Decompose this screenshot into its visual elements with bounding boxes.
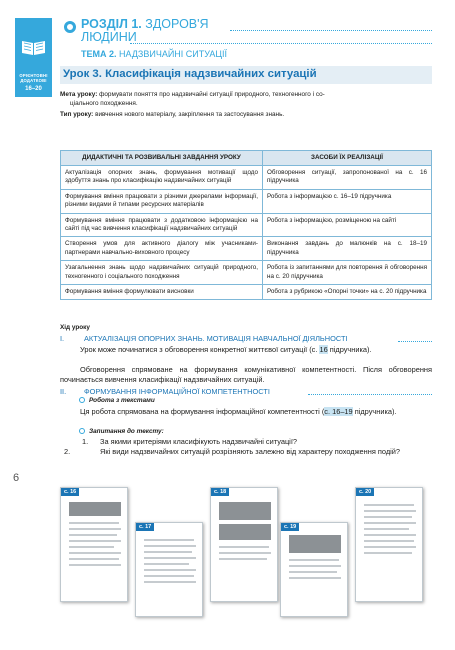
table-cell-task: Актуалізація опорних знань, формування мотивації щодо здобуття знань про класифікацію надзвичайних ситуацій (61, 166, 263, 190)
paragraph-1: Урок може починатися з обговорення конкретної життєвої ситуації (с. 16 підручника). (80, 345, 372, 354)
table-cell-means: Виконання завдань до малюнків на с. 18–19 підручника (263, 237, 432, 261)
question-2: 2. Які види надзвичайних ситуацій розрізняють залежно від характеру походження подій? (64, 447, 401, 456)
textbook-thumbnails (40, 477, 445, 622)
stage-1-divider (398, 341, 432, 342)
lesson-goal: Мета уроку: формувати поняття про надзвичайні ситуації природного, техногенного і со- (60, 91, 325, 98)
table-row (61, 237, 432, 261)
lesson-title: Урок 3. Класифікація надзвичайних ситуацій (63, 68, 317, 80)
table-cell-task: Створення умов для активного діалогу між учасниками-партнерами навчально-виховного процесу (61, 237, 263, 261)
table-row (61, 189, 432, 213)
table-row (61, 261, 432, 285)
tasks-table (60, 150, 432, 300)
stage-2-divider (308, 394, 432, 395)
sidebar-label: ОРІЄНТОВНІ ДОДАТКОВІ (19, 73, 48, 83)
table-header-means: ЗАСОБИ ЇХ РЕАЛІЗАЦІЇ (263, 151, 432, 166)
sidebar-badge (15, 18, 52, 97)
table-cell-task: Формування вміння працювати з додатковою інформацією на сайті під час вивчення класифікації надзвичайних ситуацій (61, 213, 263, 237)
textbook-page-thumbnail: с. 16 (60, 487, 128, 602)
lesson-goal-cont: ціального походження. (70, 100, 138, 107)
textbook-page-thumbnail: с. 20 (355, 487, 423, 602)
paragraph-2: Обговорення спрямоване на формування комунікативної компетентності. Після обговорення починається вивчення класифікації надзвичайних ситуацій. (60, 365, 432, 384)
book-icon (21, 38, 46, 56)
stage-1-title: I. АКТУАЛІЗАЦІЯ ОПОРНИХ ЗНАНЬ. МОТИВАЦІЯ НАВЧАЛЬНОЇ ДІЯЛЬНОСТІ (60, 334, 348, 343)
textbook-page-thumbnail: с. 17 (135, 522, 203, 617)
sidebar-pages: 16–20 (25, 86, 42, 92)
lesson-type: Тип уроку: вивчення нового матеріалу, закріплення та застосування знань. (60, 111, 285, 118)
section-bullet-icon (64, 21, 76, 33)
lesson-course-title: Хід уроку (60, 324, 90, 331)
table-cell-task: Формування вміння формулювати висновки (61, 285, 263, 300)
table-row (61, 166, 432, 190)
textbook-page-thumbnail: с. 19 (280, 522, 348, 617)
subheading-questions: Запитання до тексту: (79, 428, 164, 435)
table-row (61, 213, 432, 237)
table-cell-task: Узагальнення знань щодо надзвичайних ситуацій природного, техногенного і соціального походження (61, 261, 263, 285)
stage-2-title: II. ФОРМУВАННЯ ІНФОРМАЦІЙНОЇ КОМПЕТЕНТНОСТІ (60, 387, 270, 396)
table-cell-means: Робота з рубрикою «Опорні точки» на с. 20 підручника (263, 285, 432, 300)
bullet-circle-icon (79, 428, 85, 434)
section-divider (230, 30, 432, 31)
table-header-tasks: ДИДАКТИЧНІ ТА РОЗВИВАЛЬНІ ЗАВДАННЯ УРОКУ (61, 151, 263, 166)
section-title: РОЗДІЛ 1. ЗДОРОВ'Я ЛЮДИНИ (81, 17, 209, 44)
topic-title: ТЕМА 2. НАДЗВИЧАЙНІ СИТУАЦІЇ (81, 49, 228, 59)
section-divider-2 (130, 43, 432, 44)
paragraph-3: Ця робота спрямована на формування інформаційної компетентності (с. 16–19 підручника). (80, 407, 397, 416)
table-cell-means: Обговорення ситуації, запропонованої на с. 16 підручника (263, 166, 432, 190)
subheading-texts: Робота з текстами (79, 397, 155, 404)
table-cell-means: Робота з інформацією с. 16–19 підручника (263, 189, 432, 213)
table-header-row (61, 151, 432, 166)
question-1: 1. За якими критеріями класифікують надзвичайні ситуації? (82, 437, 297, 446)
table-cell-task: Формування вміння працювати з різними джерелами інформації, різними видами й типами ресурсних матеріалів (61, 189, 263, 213)
textbook-page-thumbnail: с. 18 (210, 487, 278, 602)
table-row (61, 285, 432, 300)
table-cell-means: Робота із запитаннями для повторення й обговорення на с. 20 підручника (263, 261, 432, 285)
bullet-circle-icon (79, 397, 85, 403)
table-cell-means: Робота з інформацією, розміщеною на сайті (263, 213, 432, 237)
page-number: 6 (13, 472, 20, 484)
